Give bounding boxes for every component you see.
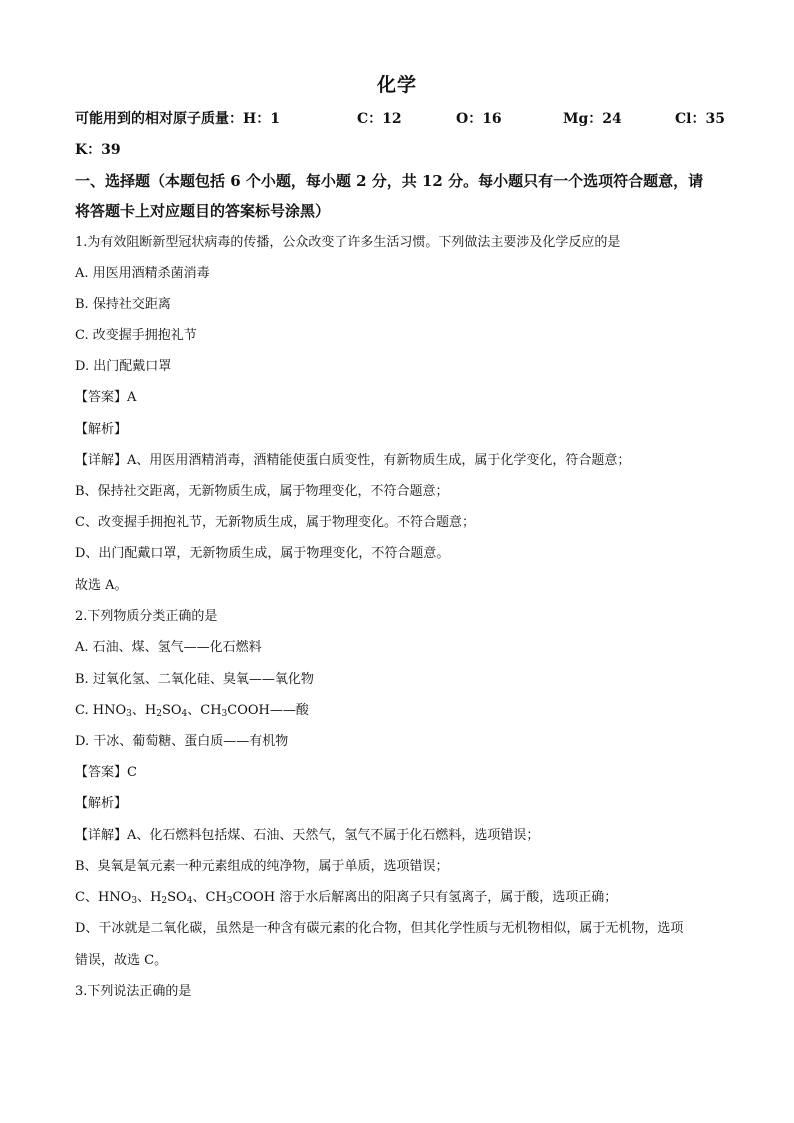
question-2-option-b: B. 过氧化氢、二氧化硅、臭氧——氧化物	[75, 672, 314, 687]
detail-tag: 【详解】	[75, 828, 128, 843]
question-2-detail-4: D、干冰就是二氧化碳，虽然是一种含有碳元素的化合物，但其化学性质与无机物相似，属于无机物，选项	[75, 921, 684, 936]
question-1-stem: 1.为有效阻断新型冠状病毒的传播，公众改变了许多生活习惯。下列做法主要涉及化学反应的是	[75, 235, 621, 250]
question-1-conclusion: 故选 A。	[75, 578, 128, 593]
mass-h: H：1	[243, 111, 280, 127]
question-1-option-c: C. 改变握手拥抱礼节	[75, 328, 197, 343]
question-2-option-a: A. 石油、煤、氢气——化石燃料	[75, 640, 262, 655]
question-2-analysis-tag: 【解析】	[75, 796, 128, 811]
mass-o: O：16	[456, 111, 502, 127]
mass-mg: Mg：24	[563, 111, 622, 127]
answer-tag: 【答案】	[75, 390, 128, 405]
mass-c: C：12	[357, 111, 402, 127]
question-1-detail-1: 【详解】A、用医用酒精消毒，酒精能使蛋白质变性，有新物质生成，属于化学变化，符合题意；	[75, 453, 631, 468]
page-title: 化学	[376, 74, 417, 96]
question-1-option-a: A. 用医用酒精杀菌消毒	[75, 266, 210, 281]
mass-k: K：39	[75, 142, 121, 158]
question-1-analysis-tag: 【解析】	[75, 422, 128, 437]
question-2-option-c: C. $HNO_3$、$H_2SO_4$、$CH_3COOH——$酸	[75, 703, 309, 719]
question-2-detail-1: 【详解】A、化石燃料包括煤、石油、天然气，氢气不属于化石燃料，选项错误；	[75, 828, 540, 843]
question-2-stem: 2.下列物质分类正确的是	[75, 609, 218, 624]
question-1-option-d: D. 出门配戴口罩	[75, 359, 172, 374]
answer-tag: 【答案】	[75, 765, 128, 780]
question-1-answer	[75, 388, 136, 408]
section-heading-line2: 将答题卡上对应题目的答案标号涂黑）	[75, 202, 331, 220]
atomic-masses-label: 可能用到的相对原子质量：H：1	[75, 111, 280, 127]
answer-value: A	[127, 390, 137, 405]
question-1-detail-2: B、保持社交距离，无新物质生成，属于物理变化，不符合题意；	[75, 484, 449, 499]
atomic-masses-row	[75, 108, 725, 132]
detail-tag: 【详解】	[75, 453, 128, 468]
question-1-option-b: B. 保持社交距离	[75, 297, 171, 312]
question-3-stem: 3.下列说法正确的是	[75, 984, 192, 999]
mass-cl: Cl：35	[675, 111, 725, 127]
question-2-option-d: D. 干冰、葡萄糖、蛋白质——有机物	[75, 734, 289, 749]
question-2-detail-5: 错误，故选 C。	[75, 953, 168, 968]
section-heading-line1: 一、选择题（本题包括 6 个小题，每小题 2 分，共 12 分。每小题只有一个选项符合题意，请	[75, 172, 704, 190]
question-2-detail-2: B、臭氧是氧元素一种元素组成的纯净物，属于单质，选项错误；	[75, 859, 449, 874]
question-1-detail-3: C、改变握手拥抱礼节，无新物质生成，属于物理变化。不符合题意；	[75, 515, 475, 530]
question-2-answer	[75, 763, 137, 783]
question-1-detail-4: D、出门配戴口罩，无新物质生成，属于物理变化，不符合题意。	[75, 546, 450, 561]
answer-value: C	[127, 765, 137, 780]
question-2-detail-3: C、$HNO_3$、$H_2SO_4$、$CH_3COOH$ 溶于水后解离出的阳离子只有氢离子，属于酸，选项正确；	[75, 890, 618, 906]
